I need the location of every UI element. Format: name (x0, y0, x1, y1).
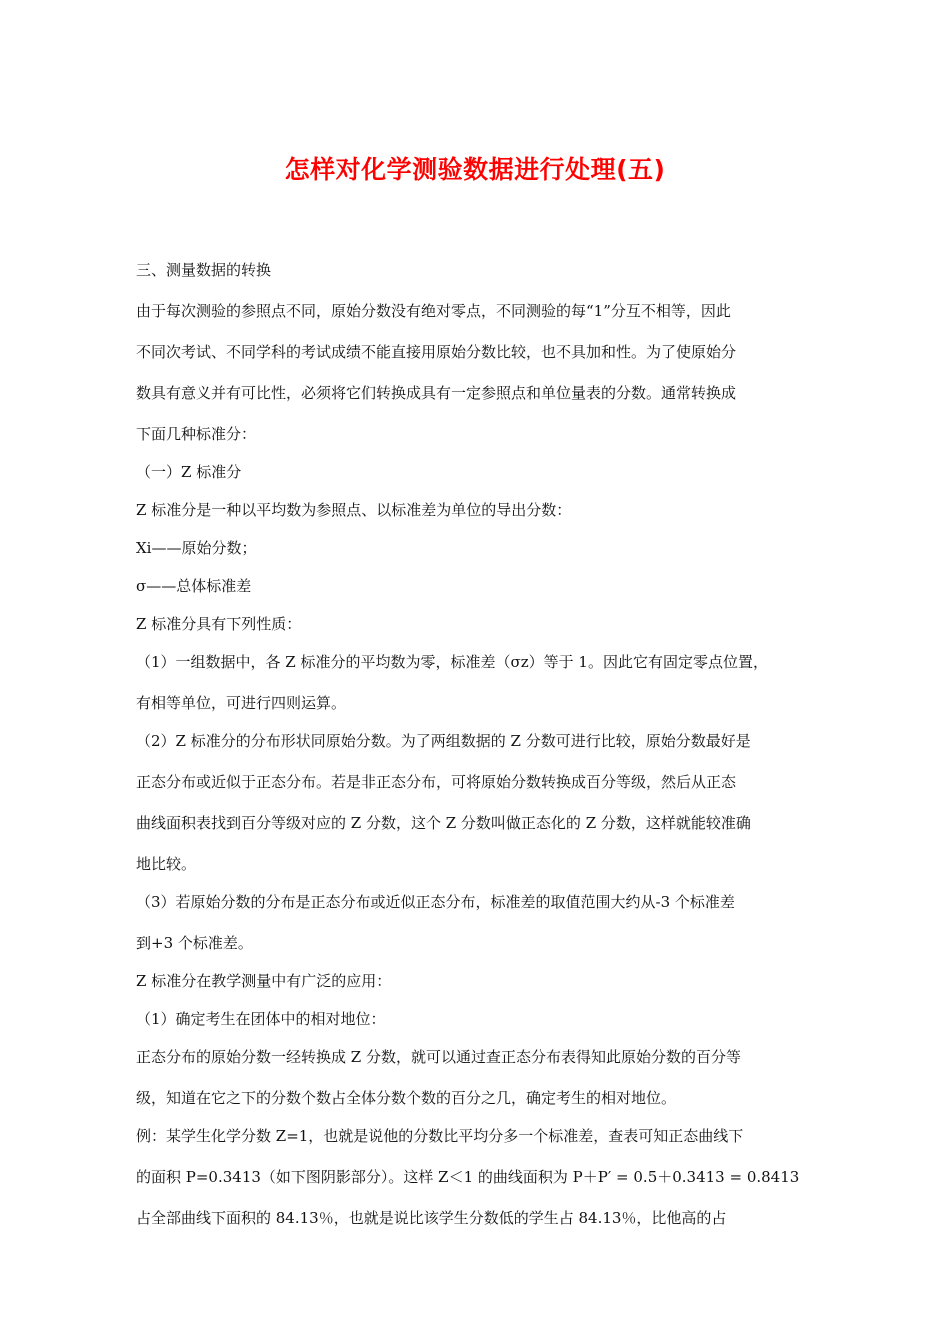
example-line: 占全部曲线下面积的 84.13％，也就是说比该学生分数低的学生占 84.13％，比他高的占 (136, 1209, 727, 1227)
paragraph-line: （2）Z 标准分的分布形状同原始分数。为了两组数据的 Z 分数可进行比较，原始分数最好是 (136, 732, 751, 750)
paragraph-line: （3）若原始分数的分布是正态分布或近似正态分布，标准差的取值范围大约从-3 个标准差 (136, 893, 735, 911)
paragraph-line: Z 标准分是一种以平均数为参照点、以标准差为单位的导出分数： (136, 501, 572, 519)
paragraph-line: 下面几种标准分： (136, 425, 257, 443)
definition-line: σ——总体标准差 (136, 577, 252, 595)
definition-line: Xi——原始分数； (136, 539, 257, 557)
paragraph-line: 有相等单位，可进行四则运算。 (136, 694, 347, 712)
paragraph-line: （1）一组数据中，各 Z 标准分的平均数为零，标准差（σz）等于 1。因此它有固定零点位置， (136, 653, 768, 671)
subsection-heading: （一）Z 标准分 (136, 463, 242, 481)
document-title: 怎样对化学测验数据进行处理(五) (284, 155, 666, 184)
paragraph-line: 正态分布或近似于正态分布。若是非正态分布，可将原始分数转换成百分等级，然后从正态 (136, 773, 737, 791)
paragraph-line: 不同次考试、不同学科的考试成绩不能直接用原始分数比较，也不具加和性。为了使原始分 (136, 343, 737, 361)
paragraph-line: 级，知道在它之下的分数个数占全体分数个数的百分之几，确定考生的相对地位。 (136, 1089, 677, 1107)
paragraph-line: 曲线面积表找到百分等级对应的 Z 分数，这个 Z 分数叫做正态化的 Z 分数，这样就能较准确 (136, 814, 751, 832)
section-heading: 三、测量数据的转换 (136, 261, 272, 279)
paragraph-line: 地比较。 (136, 855, 197, 873)
paragraph-line: 数具有意义并有可比性，必须将它们转换成具有一定参照点和单位量表的分数。通常转换成 (136, 384, 737, 402)
example-line: 例：某学生化学分数 Z=1，也就是说他的分数比平均分多一个标准差，查表可知正态曲线下 (136, 1127, 744, 1145)
paragraph-line: 正态分布的原始分数一经转换成 Z 分数，就可以通过查正态分布表得知此原始分数的百分等 (136, 1048, 741, 1066)
paragraph-line: Z 标准分在教学测量中有广泛的应用： (136, 972, 392, 990)
example-line: 的面积 P=0.3413（如下图阴影部分）。这样 Z＜1 的曲线面积为 P＋P′ = 0.5＋0.3413 = 0.8413 (136, 1168, 800, 1186)
paragraph-line: 到+3 个标准差。 (136, 934, 253, 952)
document-body (136, 260, 826, 1246)
paragraph-line: （1）确定考生在团体中的相对地位： (136, 1010, 386, 1028)
paragraph-line: 由于每次测验的参照点不同，原始分数没有绝对零点，不同测验的每“1”分互不相等，因此 (136, 302, 731, 320)
paragraph-line: Z 标准分具有下列性质： (136, 615, 302, 633)
